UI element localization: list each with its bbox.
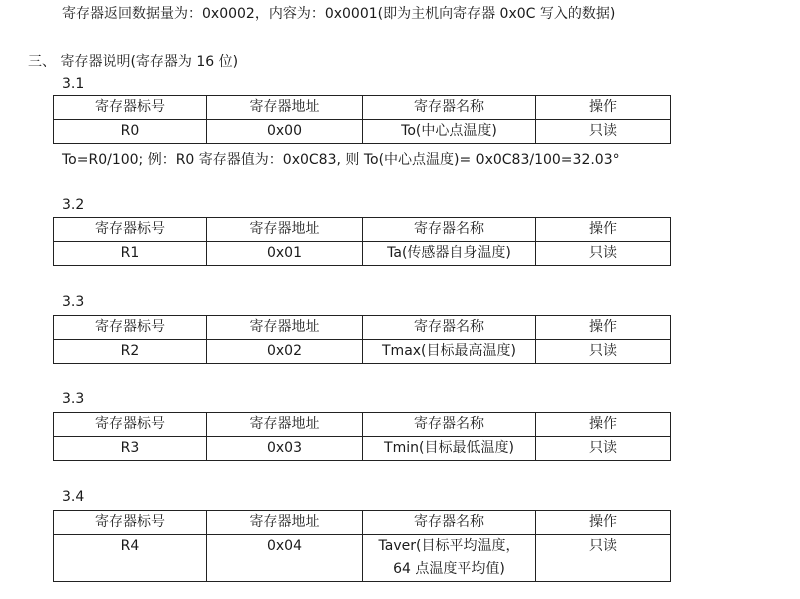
reg-number: R1 (54, 242, 207, 266)
reg-address: 0x00 (207, 120, 363, 144)
reg-operation: 只读 (536, 535, 671, 582)
register-table-r0 (53, 95, 671, 144)
reg-name: Ta(传感器自身温度) (363, 242, 536, 266)
table-row (54, 535, 671, 582)
header-reg-name: 寄存器名称 (363, 218, 536, 242)
header-reg-number: 寄存器标号 (54, 316, 207, 340)
subsection-number: 3.2 (62, 197, 85, 213)
header-reg-name: 寄存器名称 (363, 316, 536, 340)
header-reg-name: 寄存器名称 (363, 96, 536, 120)
reg-operation: 只读 (536, 120, 671, 144)
register-table-r3 (53, 412, 671, 461)
header-reg-address: 寄存器地址 (207, 413, 363, 437)
header-reg-number: 寄存器标号 (54, 413, 207, 437)
header-reg-name: 寄存器名称 (363, 511, 536, 535)
reg-name (363, 535, 536, 582)
header-operation: 操作 (536, 413, 671, 437)
subsection-number: 3.3 (62, 391, 85, 407)
reg-operation: 只读 (536, 340, 671, 364)
reg-name: Tmax(目标最高温度) (363, 340, 536, 364)
reg-number: R0 (54, 120, 207, 144)
subsection-number: 3.3 (62, 294, 85, 310)
header-reg-address: 寄存器地址 (207, 316, 363, 340)
table-header-row (54, 218, 671, 242)
reg-number: R2 (54, 340, 207, 364)
register-table-r4 (53, 510, 671, 582)
reg-name-line2: 64 点温度平均值) (393, 561, 505, 577)
reg-address: 0x04 (207, 535, 363, 582)
header-reg-address: 寄存器地址 (207, 218, 363, 242)
table-row (54, 437, 671, 461)
section-title: 三、 寄存器说明(寄存器为 16 位) (28, 54, 239, 70)
subsection-number: 3.4 (62, 489, 85, 505)
header-operation: 操作 (536, 96, 671, 120)
intro-text: 寄存器返回数据量为：0x0002，内容为：0x0001(即为主机向寄存器 0x0C 写入的数据) (62, 6, 616, 22)
table-header-row (54, 96, 671, 120)
table-row (54, 120, 671, 144)
register-table-r1 (53, 217, 671, 266)
table-header-row (54, 511, 671, 535)
reg-address: 0x03 (207, 437, 363, 461)
header-reg-number: 寄存器标号 (54, 218, 207, 242)
header-operation: 操作 (536, 511, 671, 535)
reg-name: Tmin(目标最低温度) (363, 437, 536, 461)
formula-note: To=R0/100; 例：R0 寄存器值为：0x0C83, 则 To(中心点温度)= 0x0C83/100=32.03° (62, 152, 620, 168)
table-row (54, 242, 671, 266)
reg-name-line1: Taver(目标平均温度， (378, 538, 520, 554)
table-row (54, 340, 671, 364)
reg-operation: 只读 (536, 242, 671, 266)
header-reg-address: 寄存器地址 (207, 511, 363, 535)
reg-address: 0x02 (207, 340, 363, 364)
reg-number: R3 (54, 437, 207, 461)
register-table-r2 (53, 315, 671, 364)
reg-operation: 只读 (536, 437, 671, 461)
header-operation: 操作 (536, 218, 671, 242)
header-reg-name: 寄存器名称 (363, 413, 536, 437)
table-header-row (54, 316, 671, 340)
table-header-row (54, 413, 671, 437)
header-operation: 操作 (536, 316, 671, 340)
reg-address: 0x01 (207, 242, 363, 266)
reg-number: R4 (54, 535, 207, 582)
subsection-number: 3.1 (62, 76, 85, 92)
header-reg-address: 寄存器地址 (207, 96, 363, 120)
header-reg-number: 寄存器标号 (54, 511, 207, 535)
reg-name: To(中心点温度) (363, 120, 536, 144)
header-reg-number: 寄存器标号 (54, 96, 207, 120)
